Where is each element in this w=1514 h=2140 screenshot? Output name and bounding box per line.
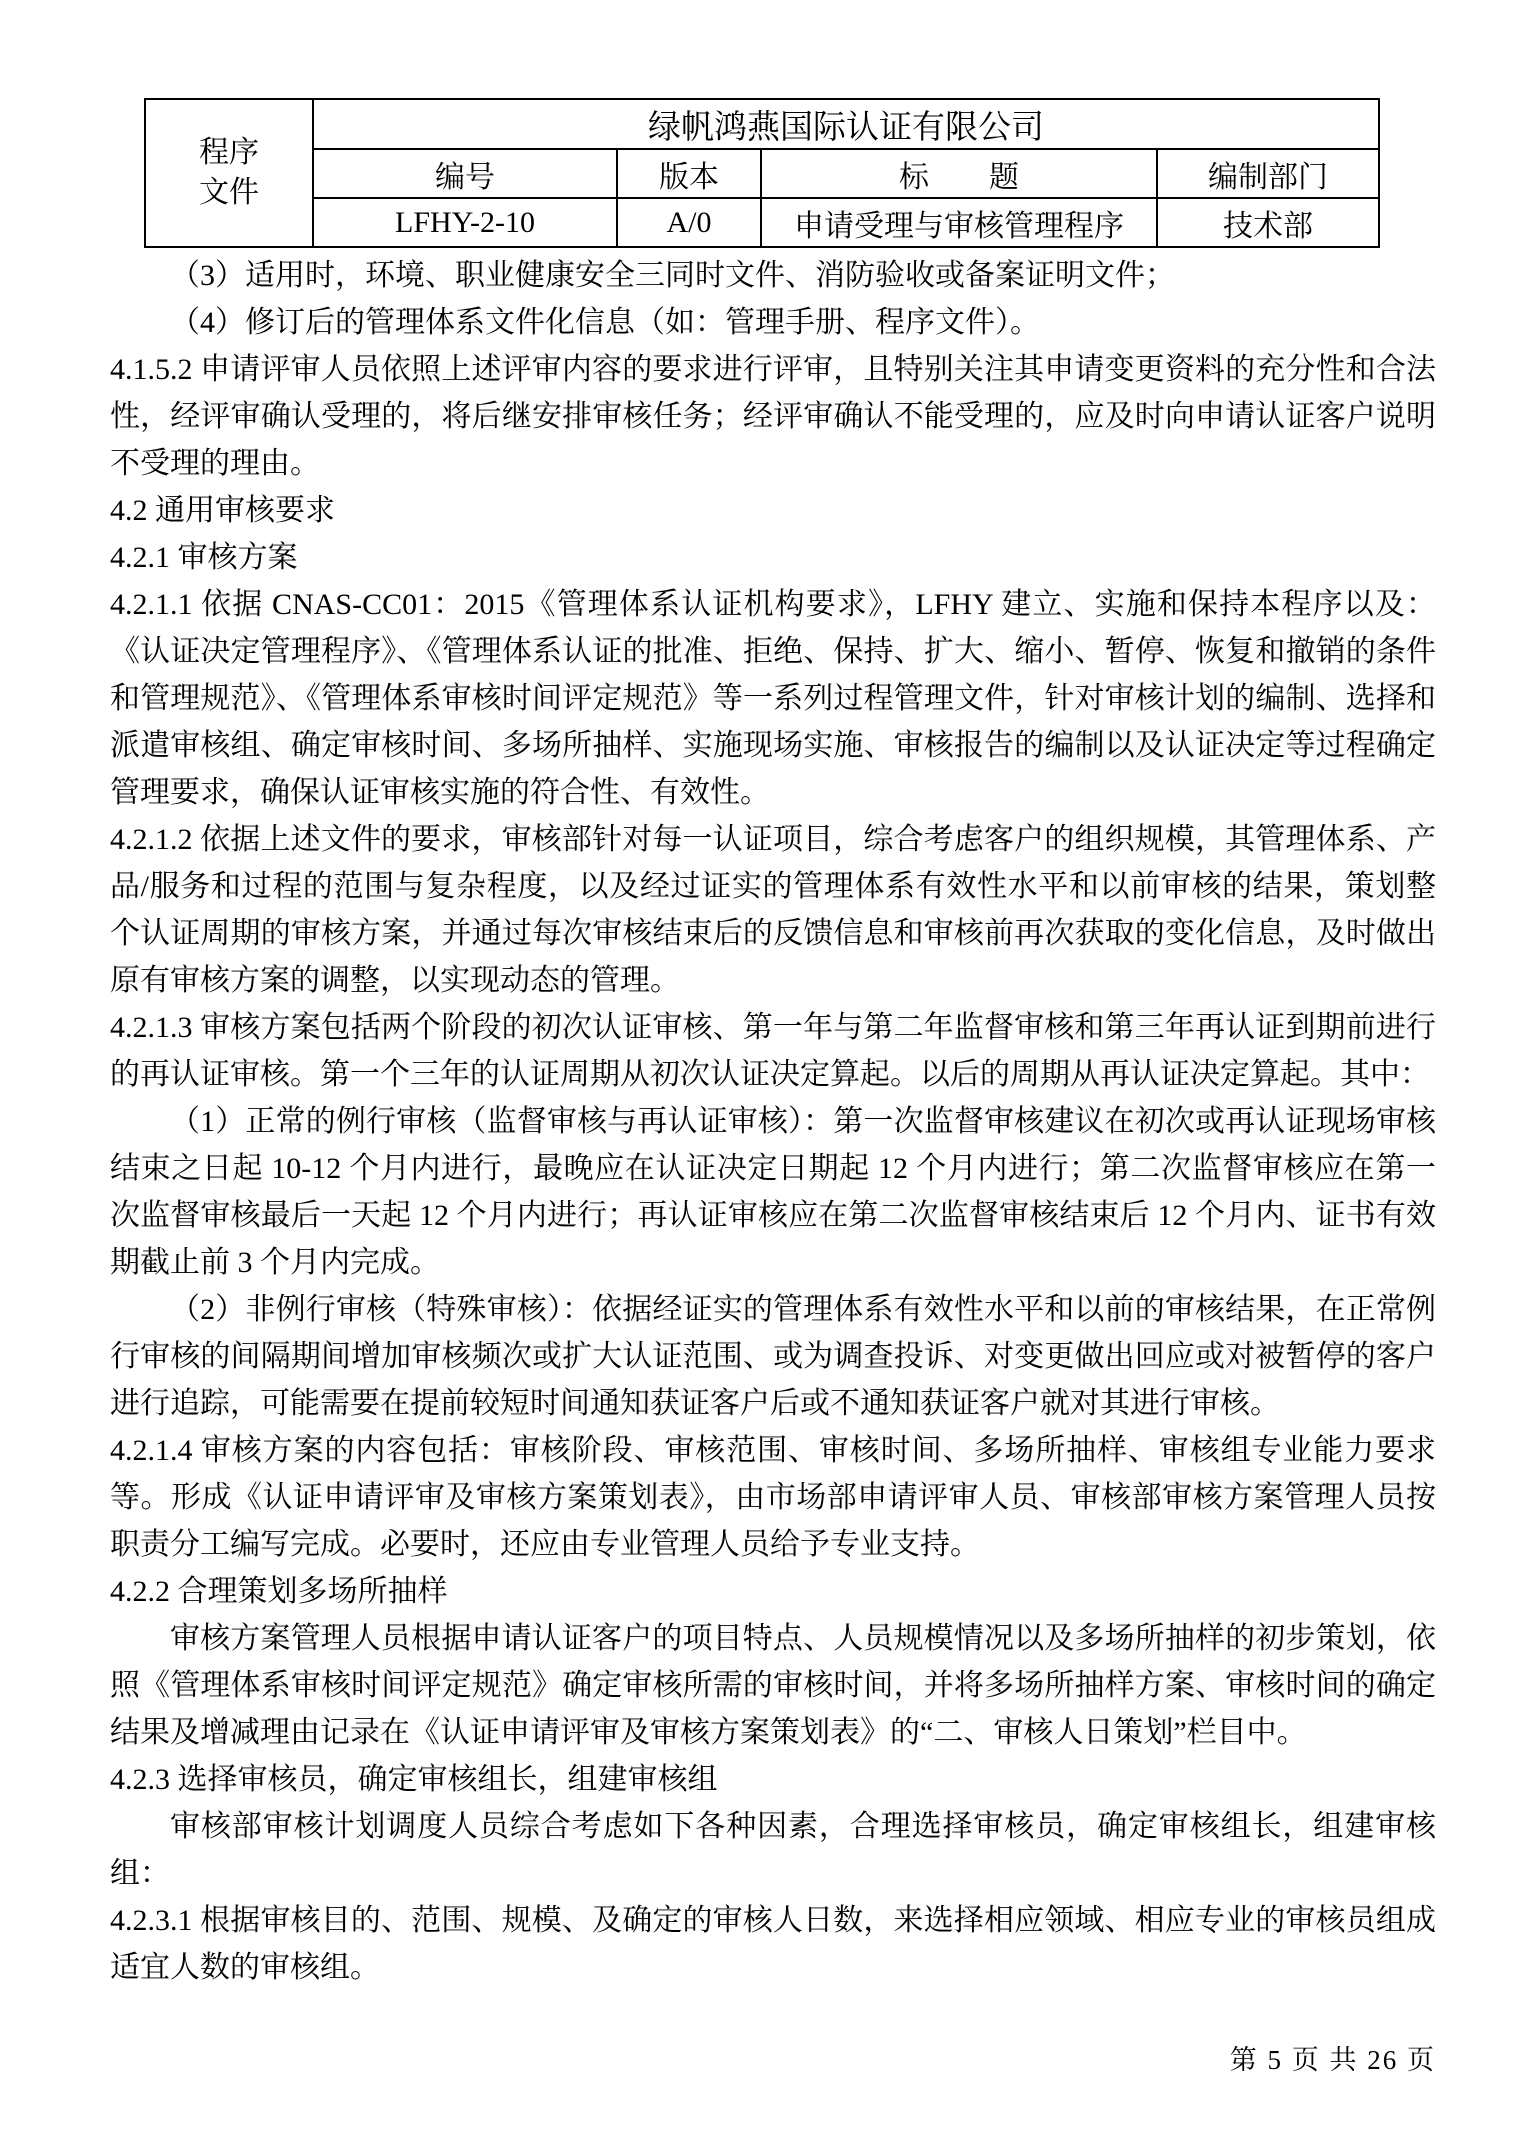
doc-type-line2: 文件 [199,176,259,209]
header-row-labels [145,149,1379,198]
body-paragraph: 4.2 通用审核要求 [110,494,335,527]
number-value-cell: LFHY-2-10 [313,198,617,247]
version-value-cell: A/0 [617,198,761,247]
body-paragraph: （2）非例行审核（特殊审核）：依据经证实的管理体系有效性水平和以前的审核结果，在正常例行审核的间隔期间增加审核频次或扩大认证范围、或为调查投诉、对变更做出回应或对被暂停的客户进行追踪，可能需要在提前较短时间通知获证客户后或不通知获证客户就对其进行审核。 [110,1293,1436,1420]
version-label-cell: 版本 [617,149,761,198]
body-paragraph: 4.2.2 合理策划多场所抽样 [110,1575,448,1608]
body-paragraph: （4）修订后的管理体系文件化信息（如：管理手册、程序文件）。 [170,306,1040,339]
body-paragraph: 4.2.1.3 审核方案包括两个阶段的初次认证审核、第一年与第二年监督审核和第三年再认证到期前进行的再认证审核。第一个三年的认证周期从初次认证决定算起。以后的周期从再认证决定算起。其中： [110,1011,1436,1091]
department-label-cell: 编制部门 [1157,149,1379,198]
header-row-values [145,198,1379,247]
body-paragraph: （1）正常的例行审核（监督审核与再认证审核）：第一次监督审核建议在初次或再认证现场审核结束之日起 10-12 个月内进行，最晚应在认证决定日期起 12 个月内进行；第二次监督审核应在第一次监督审核最后一天起 12 个月内进行；再认证审核应在第二次监督审核结束后 12 个月内、证书有效期截止前 3 个月内完成。 [110,1105,1436,1279]
body-paragraph: 4.2.3.1 根据审核目的、范围、规模、及确定的审核人日数，来选择相应领域、相应专业的审核员组成适宜人数的审核组。 [110,1904,1436,1984]
body-paragraph: 审核部审核计划调度人员综合考虑如下各种因素，合理选择审核员，确定审核组长，组建审核组： [110,1810,1436,1890]
title-value-cell: 申请受理与审核管理程序 [761,198,1157,247]
body-paragraph: （3）适用时，环境、职业健康安全三同时文件、消防验收或备案证明文件； [170,259,1175,292]
document-body [110,252,1436,1991]
body-paragraph: 4.1.5.2 申请评审人员依照上述评审内容的要求进行评审，且特别关注其申请变更资料的充分性和合法性，经评审确认受理的，将后继安排审核任务；经评审确认不能受理的，应及时向申请认证客户说明不受理的理由。 [110,353,1436,480]
body-paragraph: 4.2.1.4 审核方案的内容包括：审核阶段、审核范围、审核时间、多场所抽样、审核组专业能力要求等。形成《认证申请评审及审核方案策划表》，由市场部申请评审人员、审核部审核方案管理人员按职责分工编写完成。必要时，还应由专业管理人员给予专业支持。 [110,1434,1436,1561]
body-paragraph: 4.2.1 审核方案 [110,541,298,574]
company-name-cell: 绿帆鸿燕国际认证有限公司 [313,99,1379,149]
department-value-cell: 技术部 [1157,198,1379,247]
document-header-table [144,98,1380,248]
body-paragraph: 4.2.1.2 依据上述文件的要求，审核部针对每一认证项目，综合考虑客户的组织规模，其管理体系、产品/服务和过程的范围与复杂程度，以及经过证实的管理体系有效性水平和以前审核的结果，策划整个认证周期的审核方案，并通过每次审核结束后的反馈信息和审核前再次获取的变化信息，及时做出原有审核方案的调整，以实现动态的管理。 [110,823,1436,997]
header-row-company [145,99,1379,149]
number-label-cell: 编号 [313,149,617,198]
body-paragraph: 4.2.3 选择审核员，确定审核组长，组建审核组 [110,1763,718,1796]
doc-type-cell [145,99,313,247]
page-number: 第 5 页 共 26 页 [1229,2045,1436,2075]
doc-type-line1: 程序 [199,136,259,169]
title-label-cell: 标 题 [761,149,1157,198]
body-paragraph: 审核方案管理人员根据申请认证客户的项目特点、人员规模情况以及多场所抽样的初步策划，依照《管理体系审核时间评定规范》确定审核所需的审核时间，并将多场所抽样方案、审核时间的确定结果及增减理由记录在《认证申请评审及审核方案策划表》的“二、审核人日策划”栏目中。 [110,1622,1436,1749]
body-paragraph: 4.2.1.1 依据 CNAS-CC01：2015《管理体系认证机构要求》，LFHY 建立、实施和保持本程序以及：《认证决定管理程序》、《管理体系认证的批准、拒绝、保持、扩大、缩小、暂停、恢复和撤销的条件和管理规范》、《管理体系审核时间评定规范》等一系列过程管理文件，针对审核计划的编制、选择和派遣审核组、确定审核时间、多场所抽样、实施现场实施、审核报告的编制以及认证决定等过程确定管理要求，确保认证审核实施的符合性、有效性。 [110,588,1436,809]
